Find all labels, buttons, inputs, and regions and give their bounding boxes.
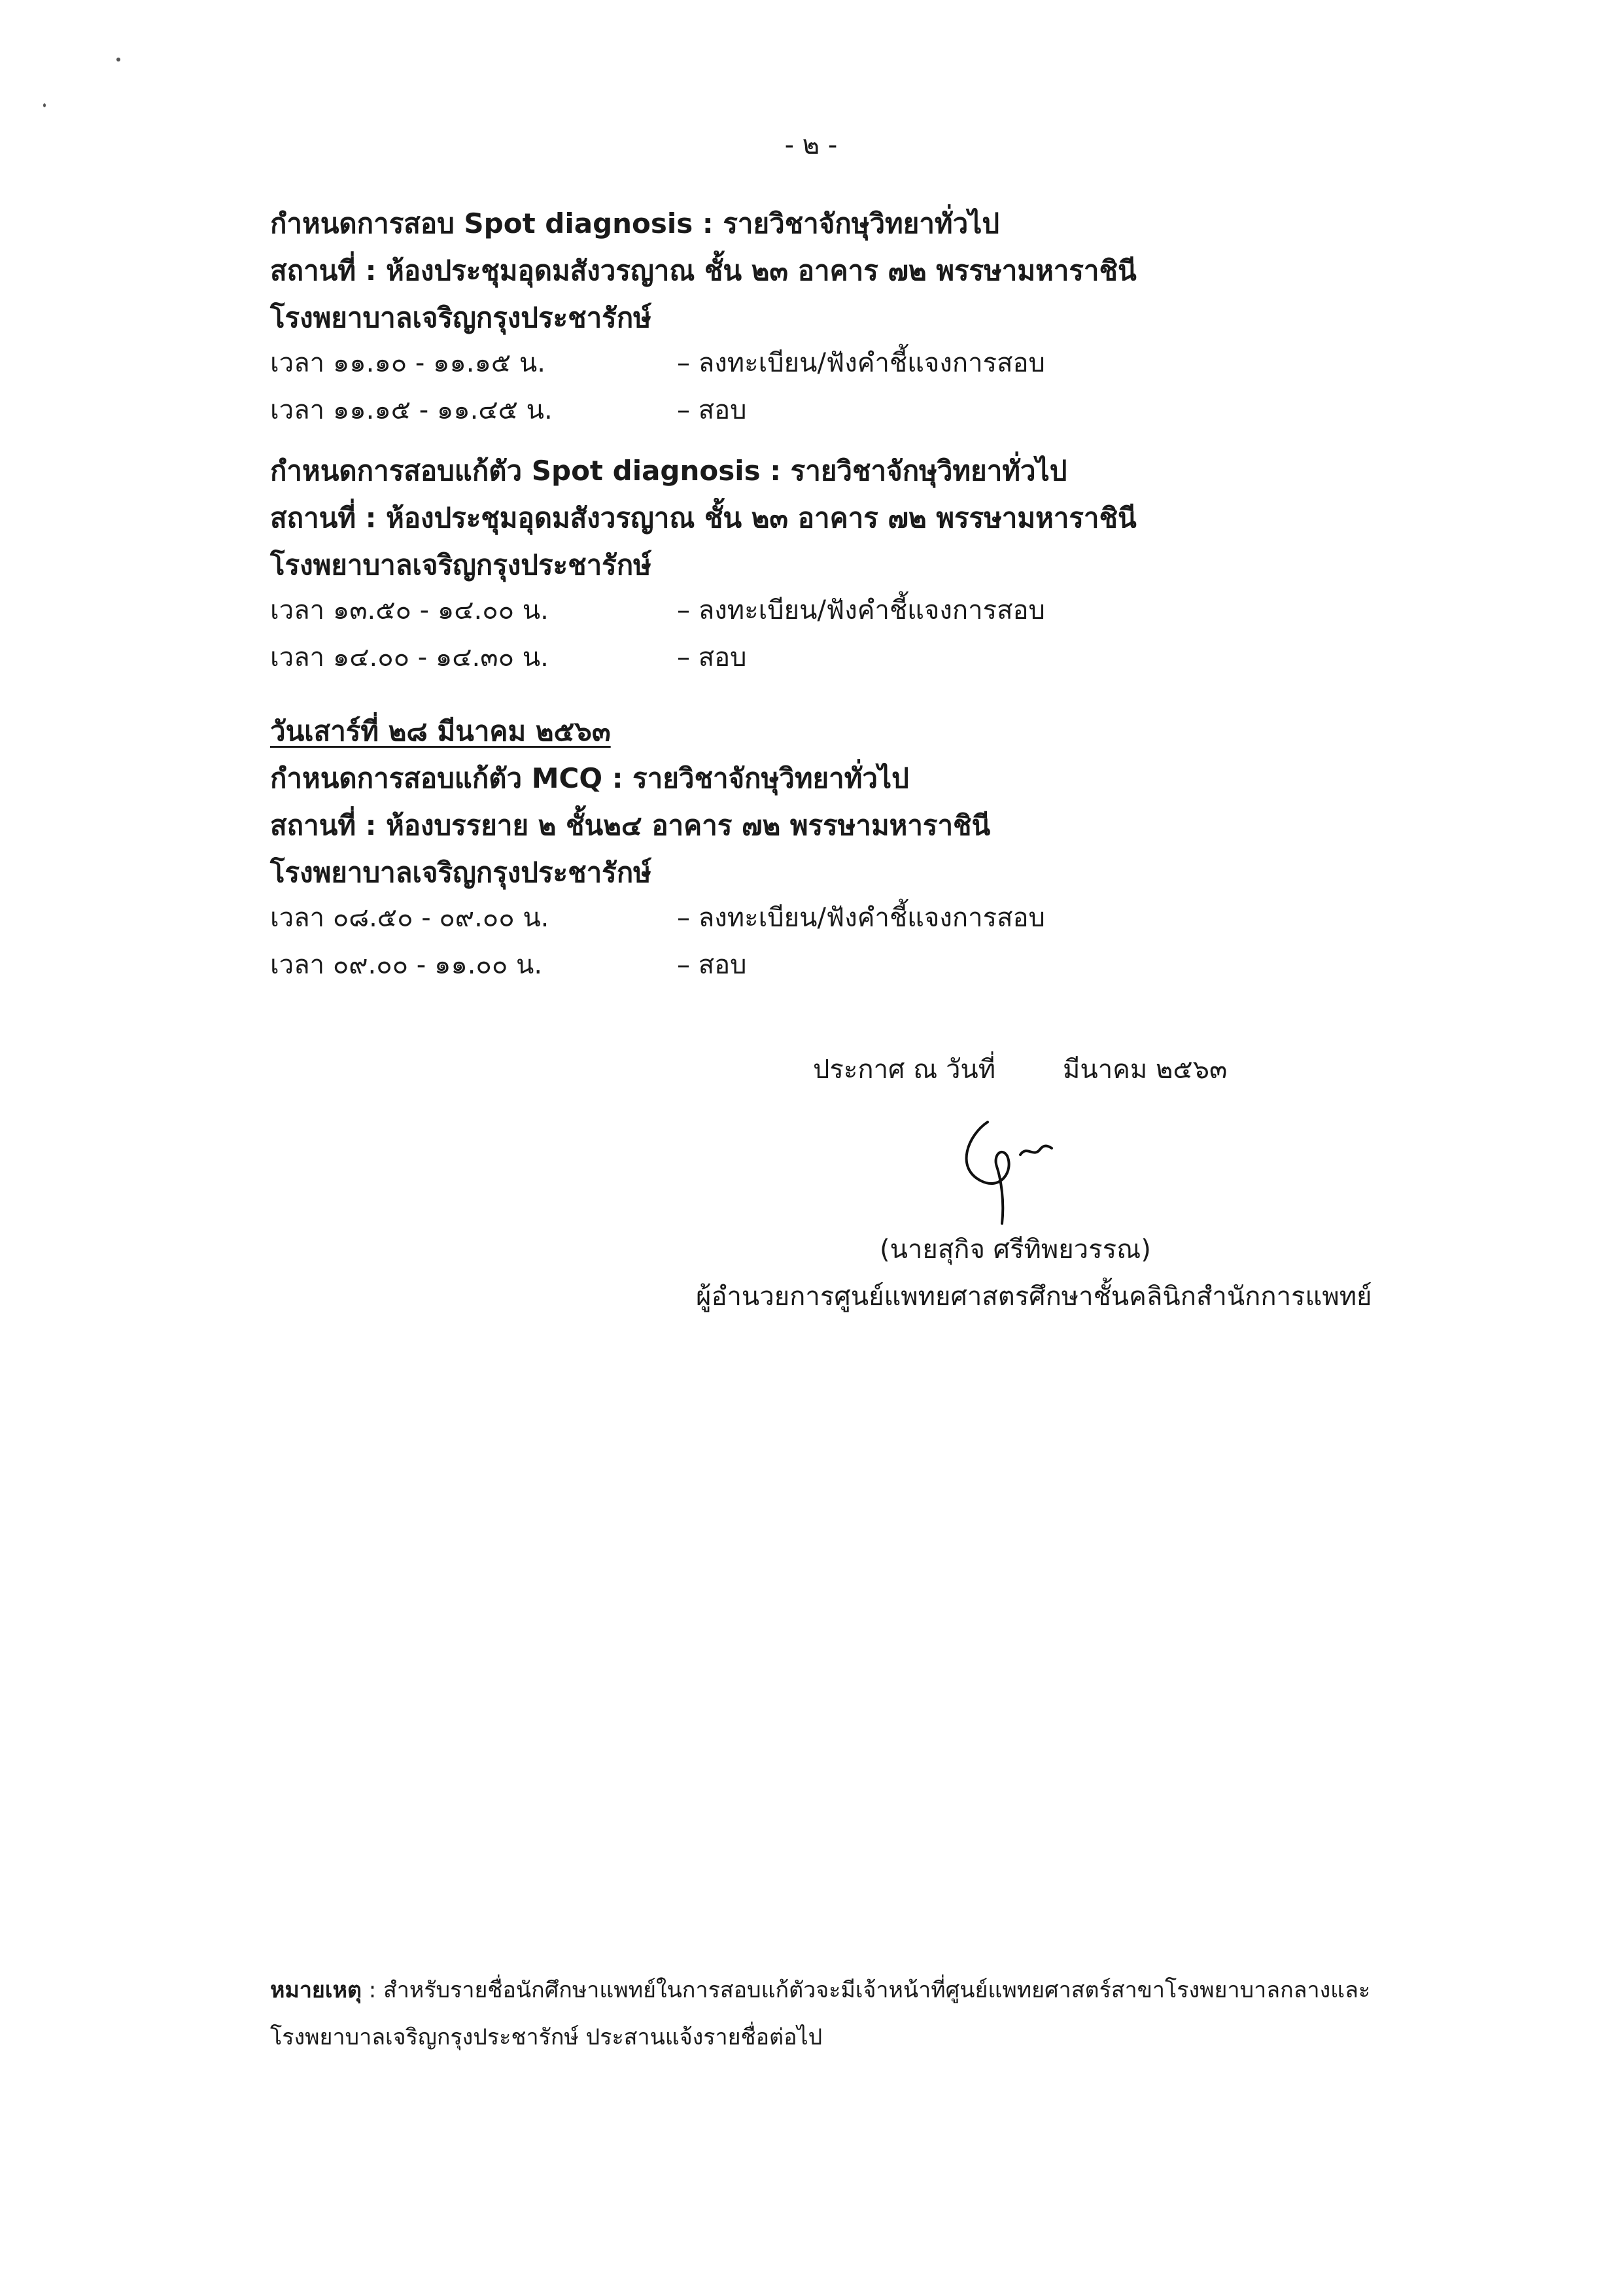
announcement-month-year: มีนาคม ๒๕๖๓ xyxy=(1063,1055,1228,1085)
venue-line: โรงพยาบาลเจริญกรุงประชารักษ์ xyxy=(270,856,651,888)
venue-line: สถานที่ : ห้องบรรยาย ๒ ชั้น๒๔ อาคาร ๗๒ พรรษามหาราชินี xyxy=(270,809,991,841)
section-heading: กำหนดการสอบแก้ตัว Spot diagnosis : รายวิชาจักษุวิทยาทั่วไป xyxy=(270,455,1067,487)
scan-speck xyxy=(43,103,46,107)
schedule-activity: – ลงทะเบียน/ฟังคำชี้แจงการสอบ xyxy=(677,595,1045,625)
note-line: โรงพยาบาลเจริญกรุงประชารักษ์ ประสานแจ้งรายชื่อต่อไป xyxy=(270,2024,823,2050)
note-line xyxy=(270,1971,1382,2010)
section-heading: กำหนดการสอบแก้ตัว MCQ : รายวิชาจักษุวิทยาทั่วไป xyxy=(270,762,909,794)
venue-line: โรงพยาบาลเจริญกรุงประชารักษ์ xyxy=(270,549,651,581)
page-number: - ๒ - xyxy=(784,130,838,160)
venue-line: สถานที่ : ห้องประชุมอุดมสังวรญาณ ชั้น ๒๓ อาคาร ๗๒ พรรษามหาราชินี xyxy=(270,254,1137,287)
section-heading: กำหนดการสอบ Spot diagnosis : รายวิชาจักษุวิทยาทั่วไป xyxy=(270,207,999,239)
signatory-title: ผู้อำนวยการศูนย์แพทยศาสตรศึกษาชั้นคลินิกสำนักการแพทย์ xyxy=(696,1282,1372,1312)
signatory-name: (นายสุกิจ ศรีทิพยวรรณ) xyxy=(880,1235,1151,1265)
announcement-prefix: ประกาศ ณ วันที่ xyxy=(813,1055,996,1085)
schedule-activity: – ลงทะเบียน/ฟังคำชี้แจงการสอบ xyxy=(677,348,1045,378)
note-label: หมายเหตุ xyxy=(270,1977,362,2003)
schedule-time: เวลา ๑๑.๑๐ - ๑๑.๑๕ น. xyxy=(270,348,545,378)
schedule-time: เวลา ๑๓.๕๐ - ๑๔.๐๐ น. xyxy=(270,595,549,625)
schedule-activity: – สอบ xyxy=(677,950,747,980)
note-text: : สำหรับรายชื่อนักศึกษาแพทย์ในการสอบแก้ตัวจะมีเจ้าหน้าที่ศูนย์แพทยศาสตร์สาขาโรงพยาบาลกลางและ xyxy=(361,1977,1371,2003)
schedule-activity: – สอบ xyxy=(677,642,747,673)
exam-date: วันเสาร์ที่ ๒๘ มีนาคม ๒๕๖๓ xyxy=(270,715,611,747)
scan-speck xyxy=(116,58,120,61)
schedule-activity: – ลงทะเบียน/ฟังคำชี้แจงการสอบ xyxy=(677,903,1045,933)
venue-line: สถานที่ : ห้องประชุมอุดมสังวรญาณ ชั้น ๒๓ อาคาร ๗๒ พรรษามหาราชินี xyxy=(270,502,1137,534)
venue-line: โรงพยาบาลเจริญกรุงประชารักษ์ xyxy=(270,302,651,334)
schedule-time: เวลา ๐๘.๕๐ - ๐๙.๐๐ น. xyxy=(270,903,549,933)
schedule-time: เวลา ๑๑.๑๕ - ๑๑.๔๕ น. xyxy=(270,395,553,425)
schedule-time: เวลา ๐๙.๐๐ - ๑๑.๐๐ น. xyxy=(270,950,543,980)
schedule-time: เวลา ๑๔.๐๐ - ๑๔.๓๐ น. xyxy=(270,642,549,673)
schedule-activity: – สอบ xyxy=(677,395,747,425)
handwritten-signature xyxy=(942,1109,1073,1227)
